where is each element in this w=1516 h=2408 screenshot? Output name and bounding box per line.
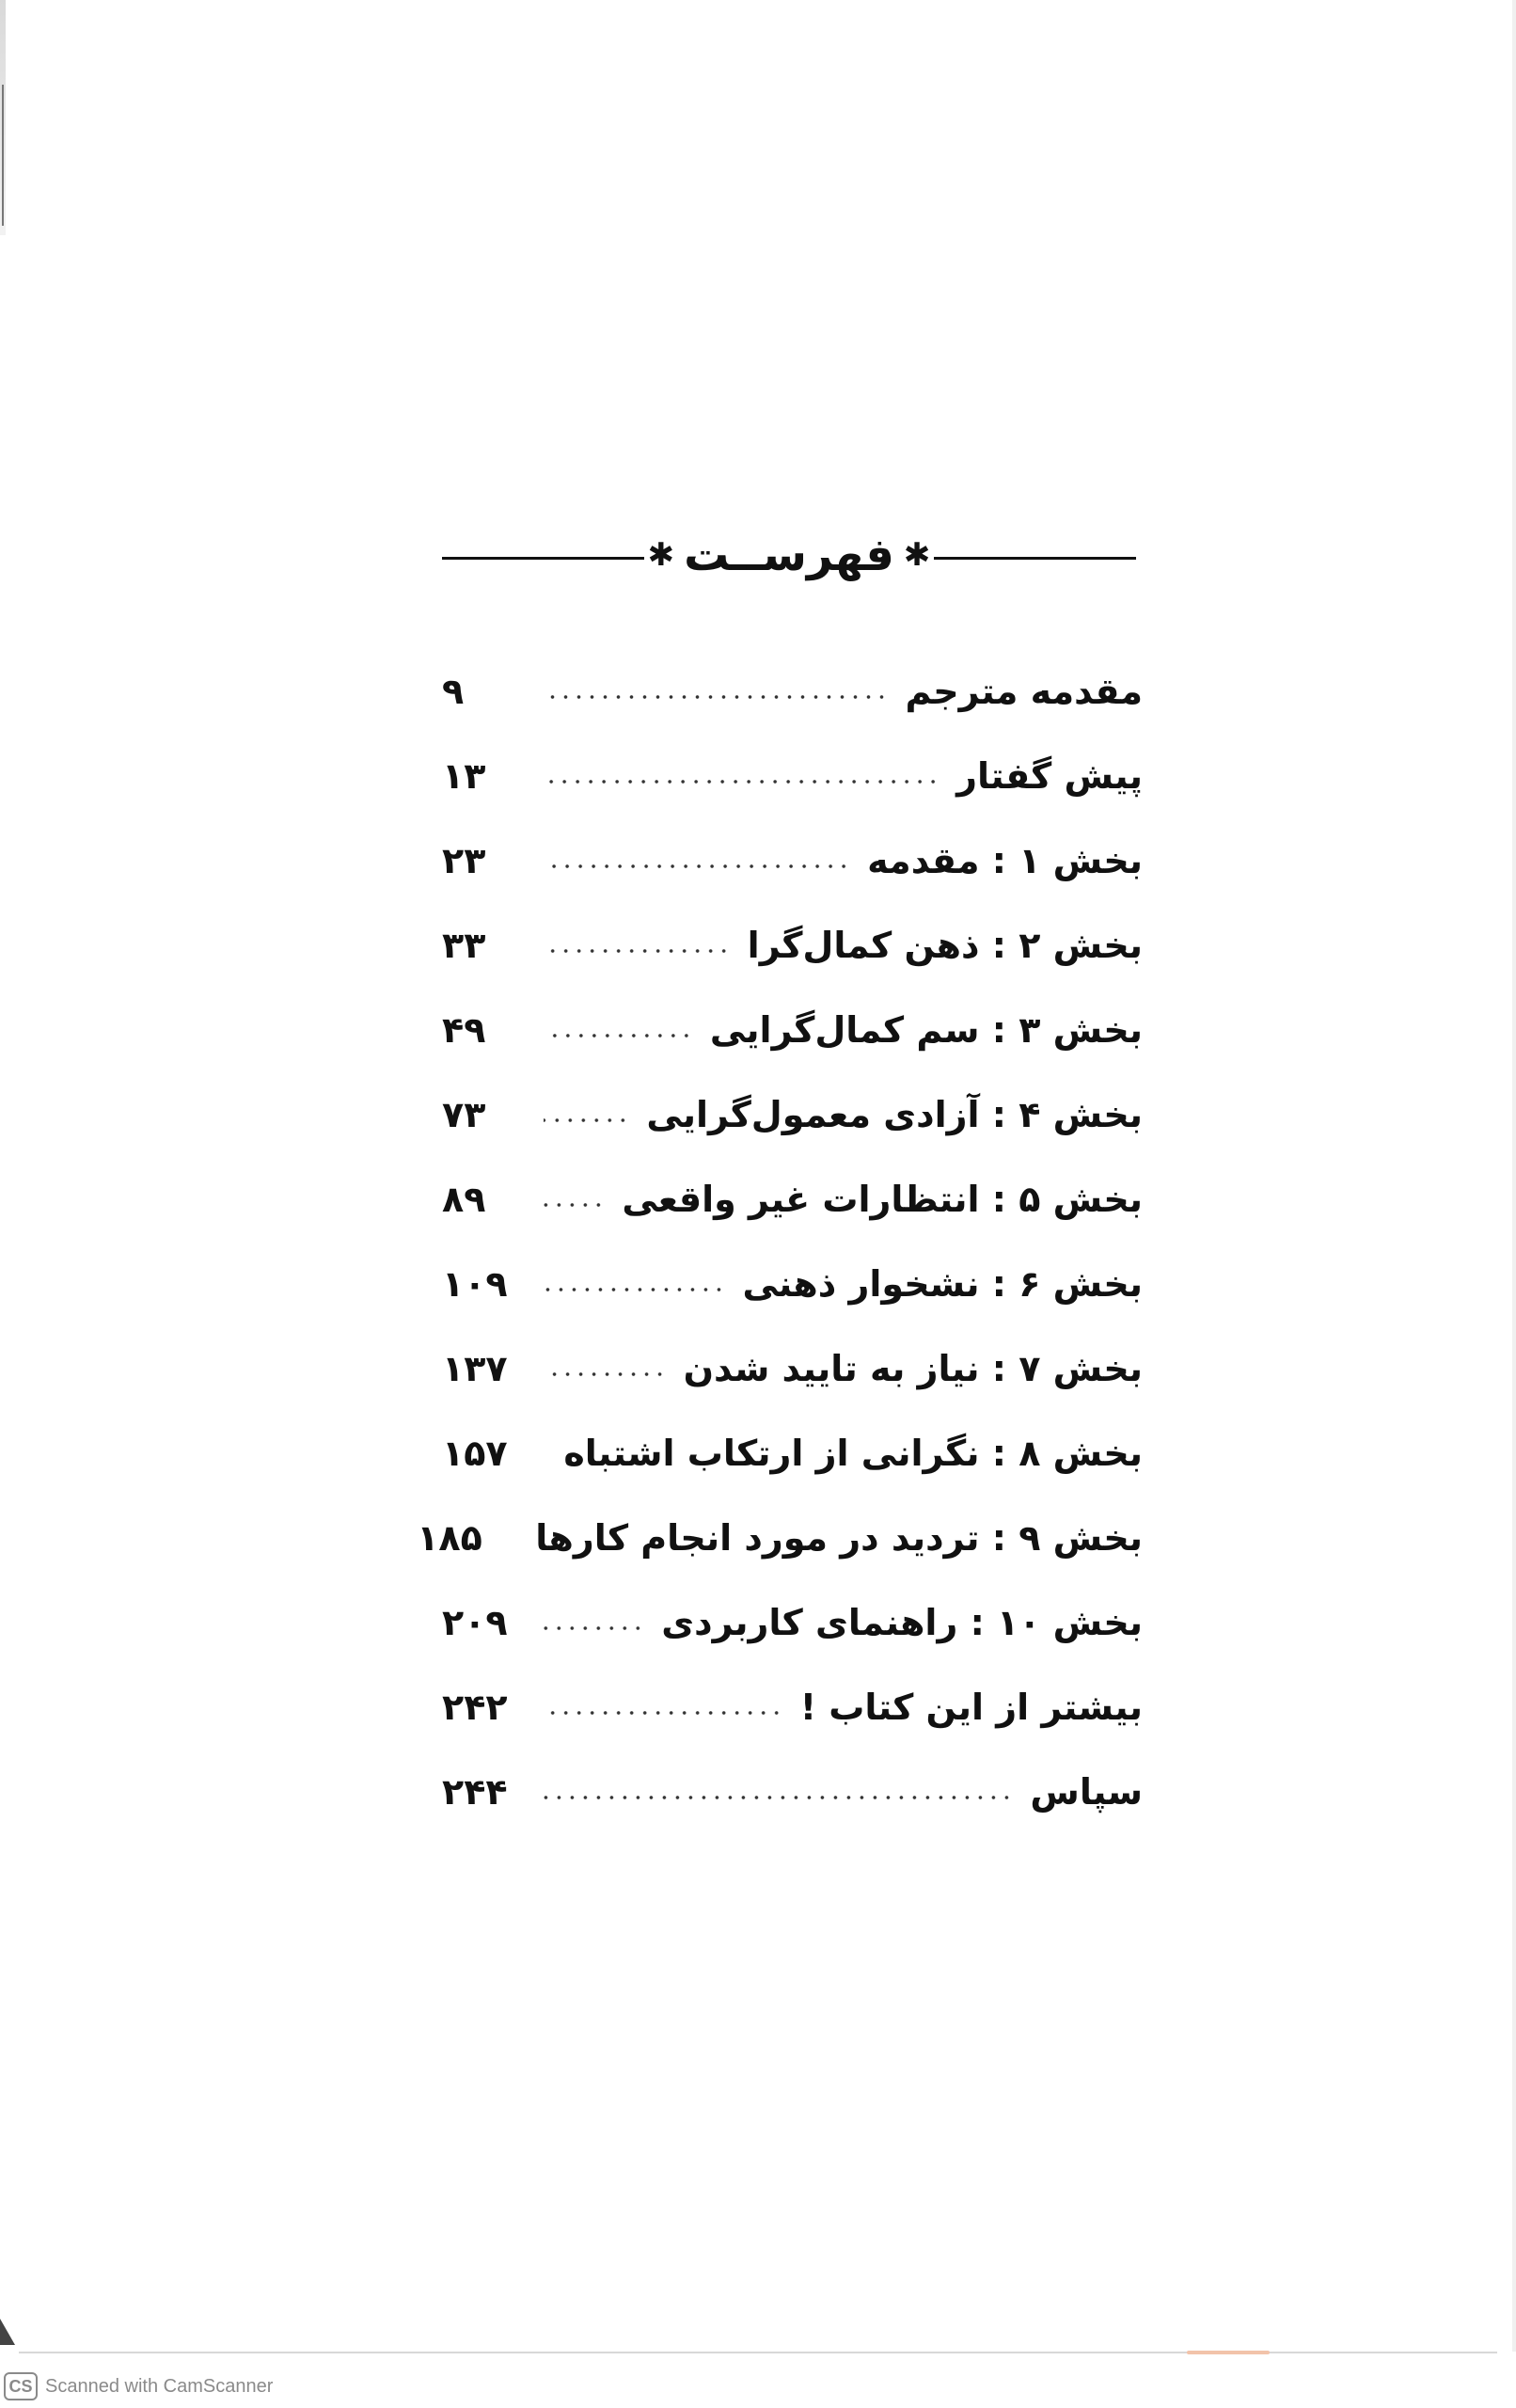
toc-entry-title: بخش ۴ : آزادی معمول‌گرایی bbox=[646, 1094, 1143, 1135]
toc-entry-title: پیش گفتار bbox=[956, 755, 1143, 797]
scan-edge-left bbox=[0, 0, 6, 235]
scan-color-mark bbox=[1187, 2351, 1270, 2354]
toc-entry bbox=[442, 988, 1143, 1072]
dot-leader bbox=[544, 948, 731, 954]
toc-entry-title: بخش ۷ : نیاز به تایید شدن bbox=[683, 1348, 1143, 1389]
toc-entry-title: سپاس bbox=[1030, 1771, 1143, 1813]
toc-entry bbox=[442, 1326, 1143, 1411]
scan-edge-right bbox=[1512, 0, 1516, 2352]
toc-entry-page: ۲۴۴ bbox=[442, 1771, 508, 1813]
dot-leader bbox=[544, 1795, 1013, 1800]
toc-entry bbox=[442, 1750, 1143, 1834]
star-icon: ✱ bbox=[903, 536, 931, 574]
toc-entry bbox=[442, 734, 1143, 818]
dot-leader bbox=[544, 863, 850, 869]
toc-entry-page: ۱۳۷ bbox=[442, 1348, 508, 1389]
camscanner-logo-icon: CS bbox=[4, 2372, 38, 2400]
dot-leader bbox=[544, 1371, 667, 1377]
toc-heading bbox=[442, 513, 1136, 597]
toc-entry-page: ۷۳ bbox=[442, 1094, 486, 1135]
toc-entry-page: ۲۴۲ bbox=[442, 1687, 508, 1728]
dot-leader bbox=[544, 779, 940, 784]
toc-entry-page: ۱۵۷ bbox=[442, 1433, 508, 1474]
toc-entry-title: بخش ۳ : سم کمال‌گرایی bbox=[709, 1009, 1143, 1051]
toc-entry-title: بیشتر از این کتاب ! bbox=[799, 1687, 1143, 1728]
toc-entry-title: بخش ۹ : تردید در مورد انجام کارها bbox=[535, 1517, 1143, 1559]
toc-entry-page: ۴۹ bbox=[442, 1009, 486, 1051]
toc-entry bbox=[417, 1496, 1143, 1580]
heading-rule-right bbox=[934, 557, 1136, 560]
toc-entry-title: بخش ۶ : نشخوار ذهنی bbox=[742, 1263, 1143, 1305]
dot-leader bbox=[544, 1456, 546, 1462]
dot-leader bbox=[544, 694, 889, 700]
toc-entry-page: ۱۰۹ bbox=[442, 1263, 508, 1305]
toc-entry bbox=[442, 1411, 1143, 1496]
toc-entry-title: بخش ۸ : نگرانی از ارتکاب اشتباه bbox=[563, 1433, 1143, 1474]
toc-entry-title: بخش ۱ : مقدمه bbox=[867, 840, 1143, 881]
dot-leader bbox=[544, 1117, 629, 1123]
toc-entry-page: ۳۳ bbox=[442, 925, 486, 966]
toc-entry bbox=[442, 1072, 1143, 1157]
heading-title-group bbox=[644, 513, 934, 597]
toc-entry-page: ۲۳ bbox=[442, 840, 486, 881]
toc-entry bbox=[442, 1580, 1143, 1665]
dot-leader bbox=[544, 1710, 783, 1716]
heading-rule-left bbox=[442, 557, 644, 560]
toc-entry-page: ۲۰۹ bbox=[442, 1602, 508, 1643]
toc-entry-page: ۹ bbox=[442, 671, 465, 712]
toc-entry bbox=[442, 1665, 1143, 1750]
toc-entry-title: بخش ۱۰ : راهنمای کاربردی bbox=[661, 1602, 1143, 1643]
scan-bottom-edge bbox=[19, 2352, 1497, 2353]
toc-entry bbox=[442, 903, 1143, 988]
watermark-text: Scanned with CamScanner bbox=[45, 2375, 274, 2397]
dot-leader bbox=[544, 1202, 605, 1208]
corner-triangle-icon bbox=[0, 2319, 15, 2345]
dot-leader bbox=[544, 1625, 644, 1631]
star-icon: ✱ bbox=[647, 536, 675, 574]
toc-entry-page: ۱۳ bbox=[442, 755, 486, 797]
camscanner-watermark bbox=[4, 2372, 273, 2400]
toc-entry bbox=[442, 818, 1143, 903]
toc-entry-page: ۸۹ bbox=[442, 1179, 486, 1220]
toc-entry bbox=[442, 649, 1143, 734]
toc-entry bbox=[442, 1242, 1143, 1326]
dot-leader bbox=[544, 1033, 693, 1038]
table-of-contents bbox=[417, 649, 1143, 1834]
dot-leader bbox=[544, 1287, 725, 1292]
toc-entry-title: بخش ۵ : انتظارات غیر واقعی bbox=[622, 1179, 1143, 1220]
toc-entry-title: بخش ۲ : ذهن کمال‌گرا bbox=[747, 925, 1143, 966]
toc-entry-page: ۱۸۵ bbox=[417, 1517, 482, 1559]
toc-entry bbox=[442, 1157, 1143, 1242]
page-title: فهرســت bbox=[684, 529, 894, 581]
toc-entry-title: مقدمه مترجم bbox=[905, 671, 1143, 712]
